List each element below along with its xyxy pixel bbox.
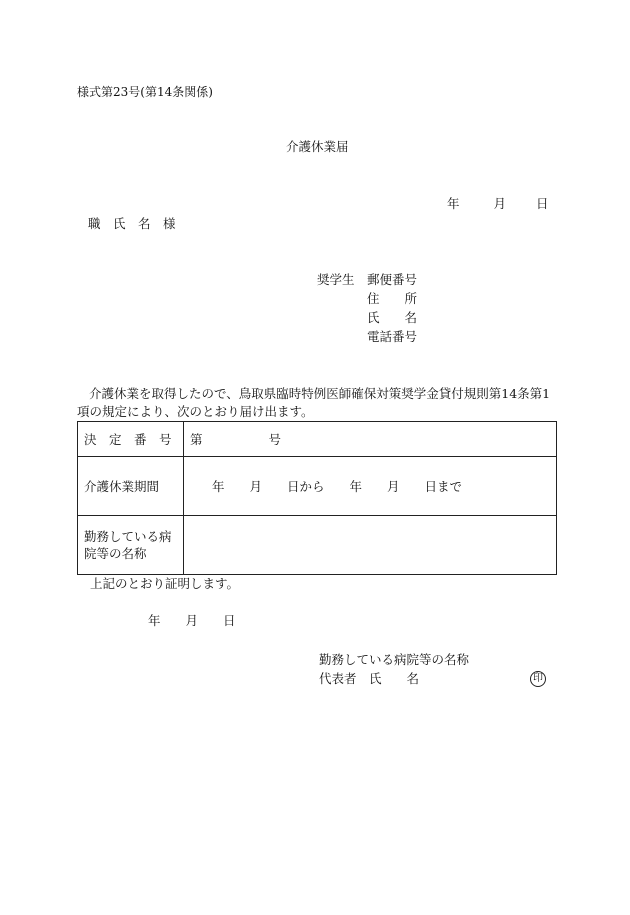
leave-period-value: 年 月 日から 年 月 日まで [212, 479, 463, 494]
leave-period-cell[interactable] [184, 457, 557, 516]
document-title: 介護休業届 [286, 139, 349, 154]
table-row-hospital [78, 516, 557, 575]
phone-label: 電話番号 [367, 329, 418, 344]
certification-text: 上記のとおり証明します。 [90, 576, 240, 591]
leave-period-label: 介護休業期間 [78, 457, 184, 516]
decision-number-suffix: 号 [268, 432, 281, 447]
certifier-hospital-label: 勤務している病院等の名称 [319, 652, 470, 667]
addressee: 職 氏 名 様 [88, 216, 176, 231]
seal-mark: 印 [530, 671, 546, 687]
table-row-decision-number [78, 422, 557, 457]
certification-date: 年 月 日 [148, 613, 236, 628]
submission-date [447, 196, 549, 211]
hospital-name-cell[interactable] [184, 516, 557, 575]
address-label: 住 所 [367, 291, 418, 306]
applicant-role: 奨学生 [317, 272, 355, 287]
name-label: 氏 名 [367, 310, 418, 325]
body-paragraph: 介護休業を取得したので、鳥取県臨時特例医師確保対策奨学金貸付規則第14条第1項の規定により、次のとおり届け出ます。 [77, 386, 551, 419]
decision-number-label: 決 定 番 号 [78, 422, 184, 457]
leave-details-table [77, 421, 557, 575]
representative-name-label: 代表者 氏 名 [319, 671, 420, 686]
month-label: 月 [493, 196, 506, 211]
decision-number-cell[interactable] [184, 422, 557, 457]
decision-number-prefix: 第 [190, 432, 203, 447]
year-label: 年 [447, 196, 460, 211]
hospital-label: 勤務している病院等の名称 [78, 516, 184, 575]
day-label: 日 [535, 196, 549, 211]
table-row-leave-period [78, 457, 557, 516]
form-number: 様式第23号(第14条関係) [77, 85, 213, 99]
postal-code-label: 郵便番号 [367, 272, 418, 287]
